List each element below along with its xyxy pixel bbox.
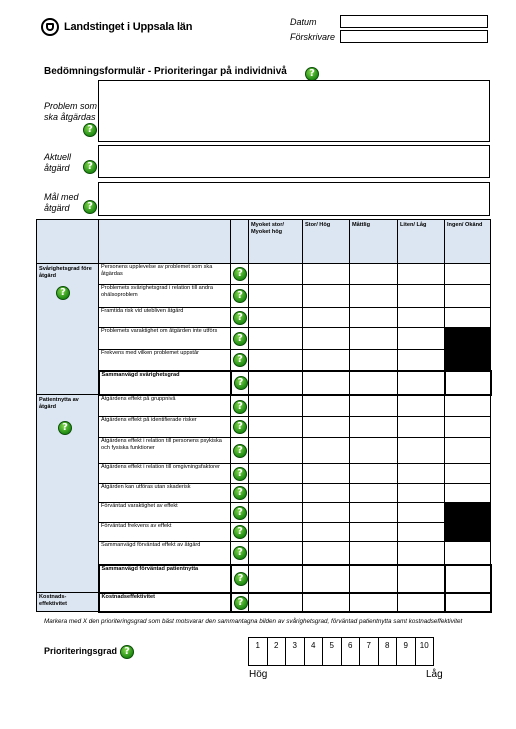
rating-cell[interactable] — [445, 593, 491, 612]
rating-cell[interactable] — [445, 417, 491, 438]
rating-cell[interactable] — [303, 503, 350, 523]
help-icon[interactable]: ? — [233, 420, 247, 434]
criterion-label: Personens upplevelse av problemet som ska åtgärdas — [99, 264, 231, 285]
scale-low-end-label: Låg — [426, 669, 443, 680]
category-patient-benefit — [37, 395, 99, 593]
rating-cell[interactable] — [350, 371, 398, 395]
date-field[interactable] — [340, 15, 488, 28]
rating-cell[interactable] — [303, 542, 350, 565]
rating-cell[interactable] — [249, 503, 303, 523]
rating-cell[interactable] — [350, 417, 398, 438]
category-label: Patientnytta av åtgärd — [39, 397, 79, 410]
rating-cell[interactable] — [398, 285, 445, 308]
criterion-label: Åtgärdens effekt på identifierade risker — [99, 417, 231, 438]
rating-cell[interactable] — [303, 565, 350, 593]
date-label: Datum — [290, 17, 317, 27]
priority-option-6[interactable]: 6 — [341, 638, 360, 666]
help-icon[interactable]: ? — [83, 200, 97, 214]
disabled-cell — [445, 523, 491, 542]
rating-cell[interactable] — [249, 542, 303, 565]
grid-corner — [37, 220, 99, 264]
disabled-cell — [445, 350, 491, 371]
rating-cell[interactable] — [350, 542, 398, 565]
help-icon[interactable]: ? — [120, 645, 134, 659]
grid-corner — [231, 220, 249, 264]
rating-cell[interactable] — [445, 464, 491, 484]
rating-cell[interactable] — [350, 395, 398, 417]
rating-cell[interactable] — [398, 484, 445, 503]
goal-label: Mål med åtgärd — [44, 192, 79, 213]
help-icon[interactable]: ? — [233, 400, 247, 414]
rating-cell[interactable] — [303, 371, 350, 395]
org-name: Landstinget i Uppsala län — [64, 21, 193, 33]
rating-cell[interactable] — [350, 308, 398, 328]
help-icon[interactable]: ? — [233, 525, 247, 539]
rating-cell[interactable] — [445, 264, 491, 285]
priority-option-5[interactable]: 5 — [323, 638, 342, 666]
rating-cell[interactable] — [350, 484, 398, 503]
rating-cell[interactable] — [445, 371, 491, 395]
help-icon[interactable]: ? — [83, 123, 97, 137]
rating-cell[interactable] — [445, 285, 491, 308]
scale-high-end-label: Hög — [249, 669, 268, 680]
help-icon[interactable]: ? — [233, 353, 247, 367]
help-icon[interactable]: ? — [233, 332, 247, 346]
rating-cell[interactable] — [398, 308, 445, 328]
criterion-label: Sammanvägd förväntad effekt av åtgärd — [99, 542, 231, 565]
prescriber-field[interactable] — [340, 30, 488, 43]
help-icon[interactable]: ? — [234, 376, 248, 390]
priority-option-9[interactable]: 9 — [397, 638, 416, 666]
rating-cell[interactable] — [303, 417, 350, 438]
rating-cell[interactable] — [249, 308, 303, 328]
rating-cell[interactable] — [445, 308, 491, 328]
rating-cell[interactable] — [249, 464, 303, 484]
help-icon[interactable]: ? — [233, 546, 247, 560]
problem-label: Problem som ska åtgärdas — [44, 101, 98, 122]
rating-cell[interactable] — [249, 417, 303, 438]
rating-cell[interactable] — [350, 328, 398, 350]
rating-cell[interactable] — [398, 350, 445, 371]
column-header: Stor/ Hög — [303, 220, 350, 264]
rating-cell[interactable] — [249, 371, 303, 395]
rating-cell[interactable] — [303, 264, 350, 285]
rating-cell[interactable] — [249, 593, 303, 612]
category-severity — [37, 264, 99, 395]
rating-cell[interactable] — [350, 264, 398, 285]
rating-cell[interactable] — [249, 264, 303, 285]
page-title: Bedömningsformulär - Prioriteringar på individnivå — [44, 66, 287, 77]
priority-option-7[interactable]: 7 — [360, 638, 379, 666]
criterion-label: Åtgärden kan utföras utan skaderisk — [99, 484, 231, 503]
goal-field[interactable] — [98, 182, 490, 216]
column-header: Myoket stor/ Myoket hög — [249, 220, 303, 264]
column-header: Liten/ Låg — [398, 220, 445, 264]
rating-cell[interactable] — [350, 593, 398, 612]
priority-option-1[interactable]: 1 — [249, 638, 268, 666]
help-icon[interactable]: ? — [305, 67, 319, 81]
rating-cell[interactable] — [445, 395, 491, 417]
rating-cell[interactable] — [303, 308, 350, 328]
category-label: Svårighetsgrad före åtgärd — [39, 266, 92, 279]
priority-option-2[interactable]: 2 — [267, 638, 286, 666]
rating-cell[interactable] — [303, 328, 350, 350]
column-header: Måttlig — [350, 220, 398, 264]
disabled-cell — [445, 328, 491, 350]
priority-label: Prioriteringsgrad — [44, 646, 118, 656]
rating-cell[interactable] — [445, 438, 491, 464]
rating-cell[interactable] — [350, 464, 398, 484]
priority-option-3[interactable]: 3 — [286, 638, 305, 666]
category-cost-effectiveness: Kostnads- effektivitet — [37, 593, 99, 612]
help-icon[interactable]: ? — [233, 289, 247, 303]
priority-option-8[interactable]: 8 — [378, 638, 397, 666]
rating-cell[interactable] — [249, 484, 303, 503]
assessment-grid — [36, 219, 492, 613]
rating-cell[interactable] — [398, 523, 445, 542]
rating-cell[interactable] — [398, 565, 445, 593]
rating-cell[interactable] — [398, 264, 445, 285]
criterion-label: Åtgärdens effekt i relation till omgivningsfaktorer — [99, 464, 231, 484]
criterion-label: Åtgärdens effekt på gruppnivå — [99, 395, 231, 417]
help-icon[interactable]: ? — [234, 572, 248, 586]
rating-cell[interactable] — [249, 523, 303, 542]
help-icon[interactable]: ? — [233, 486, 247, 500]
criterion-label: Sammanvägd förväntad patientnytta — [99, 565, 231, 593]
help-icon[interactable]: ? — [56, 286, 70, 300]
grid-corner — [99, 220, 231, 264]
rating-cell[interactable] — [398, 417, 445, 438]
rating-cell[interactable] — [398, 593, 445, 612]
rating-cell[interactable] — [445, 565, 491, 593]
rating-cell[interactable] — [303, 523, 350, 542]
rating-cell[interactable] — [303, 350, 350, 371]
rating-cell[interactable] — [249, 395, 303, 417]
help-icon[interactable]: ? — [233, 267, 247, 281]
rating-cell[interactable] — [350, 565, 398, 593]
rating-cell[interactable] — [303, 285, 350, 308]
rating-cell[interactable] — [303, 395, 350, 417]
rating-cell[interactable] — [303, 438, 350, 464]
help-icon[interactable]: ? — [58, 421, 72, 435]
priority-option-10[interactable]: 10 — [415, 638, 434, 666]
rating-cell[interactable] — [398, 464, 445, 484]
rating-cell[interactable] — [249, 328, 303, 350]
criterion-label: Problemets svårighetsgrad i relation till andra ohälsoproblem — [99, 285, 231, 308]
rating-cell[interactable] — [445, 542, 491, 565]
help-icon[interactable]: ? — [234, 596, 248, 610]
rating-cell[interactable] — [350, 523, 398, 542]
criterion-label: Kostnadseffektivitet — [99, 593, 231, 612]
rating-cell[interactable] — [398, 328, 445, 350]
criterion-label: Framtida risk vid utebliven åtgärd — [99, 308, 231, 328]
criterion-label: Förväntad frekvens av effekt — [99, 523, 231, 542]
rating-cell[interactable] — [249, 350, 303, 371]
rating-cell[interactable] — [445, 484, 491, 503]
criterion-label: Sammanvägd svårighetsgrad — [99, 371, 231, 395]
problem-field[interactable] — [98, 80, 490, 142]
criterion-label: Problemets varaktighet om åtgärden inte utförs — [99, 328, 231, 350]
rating-cell[interactable] — [303, 464, 350, 484]
rating-cell[interactable] — [350, 350, 398, 371]
current-action-label: Aktuell åtgärd — [44, 152, 72, 173]
instruction-note: Markera med X den prioriteringsgrad som bäst motsvarar den sammantagna bilden av svårighetsgrad, förväntad patientnytta samt kostnadseffektivitet — [44, 618, 463, 625]
rating-cell[interactable] — [303, 593, 350, 612]
rating-cell[interactable] — [249, 285, 303, 308]
priority-scale — [248, 637, 434, 666]
rating-cell[interactable] — [398, 503, 445, 523]
rating-cell[interactable] — [398, 395, 445, 417]
criterion-label: Frekvens med vilken problemet uppstår — [99, 350, 231, 371]
rating-cell[interactable] — [249, 565, 303, 593]
help-icon[interactable]: ? — [233, 467, 247, 481]
rating-cell[interactable] — [398, 371, 445, 395]
priority-option-4[interactable]: 4 — [304, 638, 323, 666]
rating-cell[interactable] — [303, 484, 350, 503]
current-action-field[interactable] — [98, 145, 490, 178]
rating-cell[interactable] — [350, 503, 398, 523]
help-icon[interactable]: ? — [233, 311, 247, 325]
rating-cell[interactable] — [249, 438, 303, 464]
rating-cell[interactable] — [350, 285, 398, 308]
org-logo-icon — [41, 18, 59, 36]
criterion-label: Förväntad varaktighet av effekt — [99, 503, 231, 523]
criterion-label: Åtgärdens effekt i relation till personens psykiska och fysiska funktioner — [99, 438, 231, 464]
help-icon[interactable]: ? — [233, 506, 247, 520]
rating-cell[interactable] — [398, 438, 445, 464]
help-icon[interactable]: ? — [83, 160, 97, 174]
help-icon[interactable]: ? — [233, 444, 247, 458]
rating-cell[interactable] — [350, 438, 398, 464]
disabled-cell — [445, 503, 491, 523]
column-header: Ingen/ Okänd — [445, 220, 491, 264]
rating-cell[interactable] — [398, 542, 445, 565]
prescriber-label: Förskrivare — [290, 32, 336, 42]
